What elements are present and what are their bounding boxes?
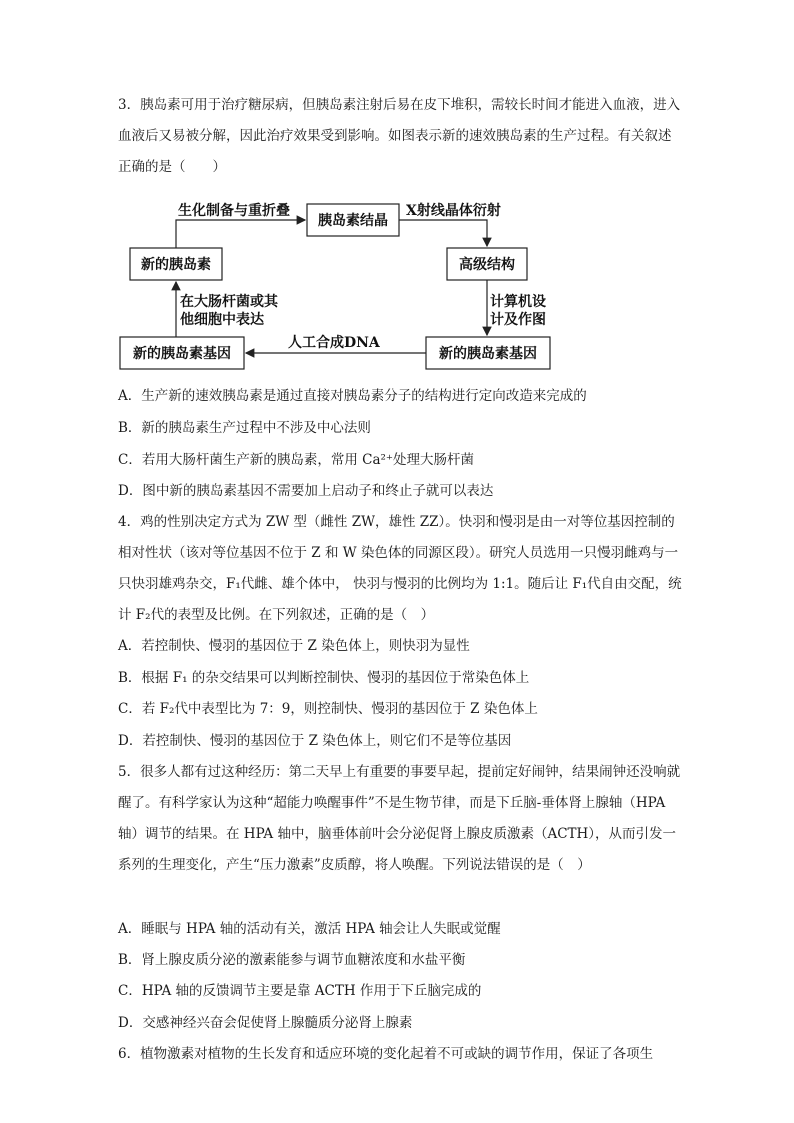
svg-text:新的胰岛素基因: 新的胰岛素基因 <box>439 346 537 362</box>
label-expression-2: 他细胞中表达 <box>180 312 264 328</box>
q4-option-d: D．若控制快、慢羽的基因位于 Z 染色体上，则它们不是等位基因 <box>118 733 512 749</box>
box-new-insulin-gene-left <box>120 337 244 369</box>
question-5-stem: 5．很多人都有过这种经历：第二天早上有重要的事要早起，提前定好闹钟，结果闹钟还没响就醒了。有科学家认为这种“超能力唤醒事件”不是生物节律，而是下丘脑-垂体肾上腺轴（HPA 轴）调节的结果。在 HPA 轴中，脑垂体前叶会分泌促肾上腺皮质激素（ACTH），从而引发一系列的生理变化，产生“压力激素”皮质醇，将人唤醒。下列说法错误的是（ ） <box>118 764 681 873</box>
arrow-crystal-to-structure <box>399 220 487 246</box>
svg-text:胰岛素结晶: 胰岛素结晶 <box>318 213 388 229</box>
question-3-stem: 3．胰岛素可用于治疗糖尿病，但胰岛素注射后易在皮下堆积，需较长时间才能进入血液，进入血液后又易被分解，因此治疗效果受到影响。如图表示新的速效胰岛素的生产过程。有关叙述正确的是（ ） <box>118 97 681 175</box>
question-4-stem: 4．鸡的性别决定方式为 ZW 型（雌性 ZW，雄性 ZZ）。快羽和慢羽是由一对等位基因控制的相对性状（该对等位基因不位于 Z 和 W 染色体的同源区段）。研究人员选用一只慢羽雌鸡与一只快羽雄鸡杂交，F₁代雌、雄个体中， 快羽与慢羽的比例均为 1:1。随后让 F₁代自由交配，统计 F₂代的表型及比例。在下列叙述，正确的是（ ） <box>118 514 682 623</box>
q4-option-b: B．根据 F₁ 的杂交结果可以判断控制快、慢羽的基因位于常染色体上 <box>118 670 530 686</box>
box-new-insulin-gene-right <box>426 337 550 369</box>
box-new-insulin <box>130 248 222 280</box>
insulin-production-flow-diagram <box>118 194 558 376</box>
box-higher-structure <box>447 248 527 280</box>
question-6-stem: 6．植物激素对植物的生长发育和适应环境的变化起着不可或缺的调节作用，保证了各项生 <box>118 1046 654 1062</box>
label-expression-1: 在大肠杆菌或其 <box>180 294 278 310</box>
svg-text:新的胰岛素: 新的胰岛素 <box>141 257 211 273</box>
label-biochemical-prep: 生化制备与重折叠 <box>178 203 290 219</box>
q5-option-c: C．HPA 轴的反馈调节主要是靠 ACTH 作用于下丘脑完成的 <box>118 983 482 999</box>
label-computer-design-1: 计算机设 <box>490 294 546 310</box>
q3-option-d: D．图中新的胰岛素基因不需要加上启动子和终止子就可以表达 <box>118 483 494 499</box>
q4-option-c: C．若 F₂代中表型比为 7：9，则控制快、慢羽的基因位于 Z 染色体上 <box>118 701 538 717</box>
q4-option-a: A．若控制快、慢羽的基因位于 Z 染色体上，则快羽为显性 <box>118 638 470 654</box>
q3-option-c: C．若用大肠杆菌生产新的胰岛素，常用 Ca²⁺处理大肠杆菌 <box>118 452 475 468</box>
label-computer-design-2: 计及作图 <box>490 312 546 328</box>
svg-text:新的胰岛素基因: 新的胰岛素基因 <box>133 346 231 362</box>
q5-option-a: A．睡眠与 HPA 轴的活动有关，激活 HPA 轴会让人失眠或觉醒 <box>118 921 501 937</box>
box-insulin-crystal <box>307 204 399 236</box>
q5-option-d: D．交感神经兴奋会促使肾上腺髓质分泌肾上腺素 <box>118 1015 413 1031</box>
svg-text:高级结构: 高级结构 <box>459 257 515 273</box>
arrow-new-insulin-to-crystal <box>176 220 305 248</box>
q5-option-b: B．肾上腺皮质分泌的激素能参与调节血糖浓度和水盐平衡 <box>118 952 466 968</box>
q3-option-b: B．新的胰岛素生产过程中不涉及中心法则 <box>118 420 371 436</box>
label-artificial-dna: 人工合成DNA <box>288 335 380 351</box>
label-xray-diffraction: X射线晶体衍射 <box>406 203 501 219</box>
q3-option-a: A．生产新的速效胰岛素是通过直接对胰岛素分子的结构进行定向改造来完成的 <box>118 388 587 404</box>
